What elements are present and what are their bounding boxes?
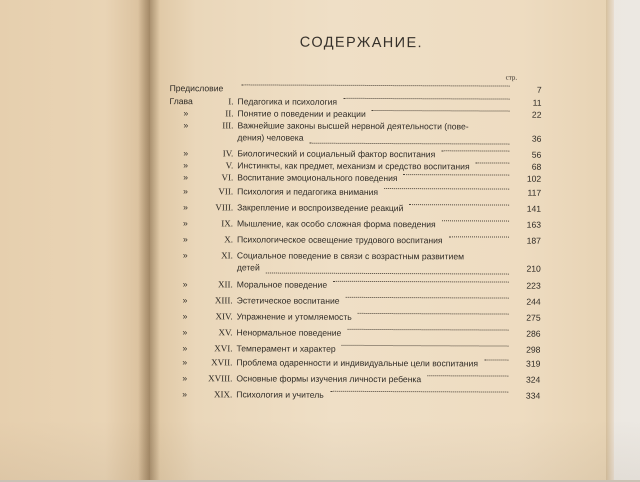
ditto-mark: » [183,202,188,213]
chapter-page: 141 [526,203,542,214]
dot-leader [441,148,509,151]
dot-leader [372,108,510,112]
dot-leader [384,186,509,190]
chapter-title: Инстинкты, как предмет, механизм и средство воспитания [237,160,470,172]
toc-row-chapter [169,185,541,199]
chapter-title: Понятие о поведении и реакции [237,108,366,119]
ditto-mark: » [183,186,188,197]
chapter-number: I. [228,96,234,107]
page-shadow [0,420,640,480]
chapter-page: 298 [526,344,541,355]
chapter-page: 102 [526,173,542,184]
toc-row-chapter [169,249,541,275]
chapter-page: 334 [525,390,541,401]
toc-row-chapter [169,233,541,247]
chapter-number: III. [222,120,234,131]
ditto-mark: » [182,327,188,338]
chapter-title: Важнейшие законы высшей нервной деятельности (пове- [237,120,469,132]
toc-row-chapter [169,217,541,231]
toc-row-chapter [169,310,541,324]
chapter-number: XIX. [214,389,233,400]
ditto-mark: » [183,148,189,159]
toc-title: Предисловие [169,83,224,94]
chapter-title: Социальное поведение в связи с возрастным развитием [236,250,465,262]
dot-leader [330,389,508,393]
dot-leader [346,295,509,299]
ditto-mark: » [182,279,188,290]
chapter-title: Психология и педагогика внимания [237,186,379,197]
ditto-mark: » [182,295,188,306]
page-title: СОДЕРЖАНИЕ. [299,34,424,52]
chapter-title: Темперамент и характер [236,343,336,354]
chapter-page: 319 [526,358,541,369]
dot-leader [427,373,508,376]
chapter-number: II. [225,108,234,119]
chapter-title: Моральное поведение [236,279,328,290]
chapter-title: Биологический и социальный фактор воспитания [237,148,436,160]
dot-leader [449,234,509,237]
page-column-label: стр. [505,73,518,82]
toc-row-chapter [169,326,541,340]
chapter-page: 68 [531,161,542,172]
chapter-number: XVII. [211,357,233,368]
ditto-mark: » [182,357,188,368]
chapter-title-continued: детей [236,262,260,273]
left-page [0,0,150,480]
chapter-page: 36 [531,133,542,144]
toc-row-chapter [169,201,541,215]
ditto-mark: » [183,108,189,119]
chapter-number: IV. [222,148,234,159]
dot-leader [442,218,509,221]
dot-leader [358,311,509,315]
toc-row-preface [170,82,542,96]
dot-leader [242,82,510,86]
chapter-page: 275 [526,312,541,323]
chapter-page: 22 [531,109,542,120]
toc-page: 7 [536,84,542,95]
toc-row-chapter [169,278,541,292]
toc-row-chapter [168,356,540,370]
chapter-number: XIII. [214,295,233,306]
ditto-mark: » [182,234,188,245]
chapter-title: Ненормальное поведение [236,327,342,338]
chapter-page: 163 [526,219,542,230]
chapter-page: 324 [525,374,541,385]
chapter-number: XV. [218,327,233,338]
ditto-mark: » [182,343,188,354]
chapter-page: 286 [526,328,541,339]
ditto-mark: » [183,218,188,229]
ditto-mark: » [183,120,189,131]
toc-row-chapter [169,171,541,185]
toc-row-chapter [169,294,541,308]
chapter-page: 11 [532,97,542,108]
dot-leader [333,279,509,283]
chapter-number: XVI. [214,343,233,354]
ditto-mark: » [182,250,188,261]
toc-row-chapter [168,372,540,386]
chapter-page: 56 [531,149,542,160]
chapter-page: 223 [526,280,541,291]
chapter-title: Психология и учитель [236,389,324,400]
chapter-number: VIII. [215,202,234,213]
toc-row-chapter [169,119,541,145]
ditto-mark: » [182,373,188,384]
chapter-number: IX. [221,218,234,229]
toc-row-chapter [168,342,540,356]
dot-leader [342,343,509,347]
table-of-contents [148,0,610,482]
chapter-number: X. [224,234,233,245]
chapter-number: XI. [221,250,233,261]
chapter-title: Закрепление и воспроизведение реакций [237,202,404,214]
chapter-page: 187 [526,235,541,246]
dot-leader [343,96,509,100]
chapter-title: Педагогика и психология [237,96,338,107]
dot-leader [409,202,509,205]
chapter-number: VI. [221,172,234,183]
dot-leader [309,141,509,145]
dot-leader [404,172,510,175]
chapter-number: XIV. [215,311,233,322]
chapter-page: 210 [526,263,541,274]
chapter-title: Мышление, как особо сложная форма поведения [237,218,436,230]
dot-leader [347,327,508,331]
chapter-page: 244 [526,296,541,307]
ditto-mark: » [182,311,188,322]
dot-leader [266,271,509,275]
chapter-title: Эстетическое воспитание [236,295,340,306]
chapter-title: Проблема одаренности и индивидуальные цели воспитания [236,357,479,369]
ditto-mark: » [183,172,189,183]
dot-leader [476,160,510,163]
chapter-title: Воспитание эмоционального поведения [237,172,398,184]
chapter-page: 117 [527,187,542,198]
chapter-number: XVIII. [208,373,233,384]
ditto-mark: » [182,389,188,400]
dot-leader [484,357,508,360]
chapter-title: Основные формы изучения личности ребенка [236,373,422,385]
chapter-number: V. [225,160,234,171]
chapter-word: Глава [169,96,193,107]
chapter-title-continued: дения) человека [237,132,304,143]
chapter-number: VII. [218,186,234,197]
chapter-title: Психологическое освещение трудового воспитания [236,234,443,246]
chapter-number: XII. [217,279,233,290]
toc-row-chapter [168,388,540,402]
ditto-mark: » [183,160,189,171]
chapter-title: Упражнение и утомляемость [236,311,352,322]
